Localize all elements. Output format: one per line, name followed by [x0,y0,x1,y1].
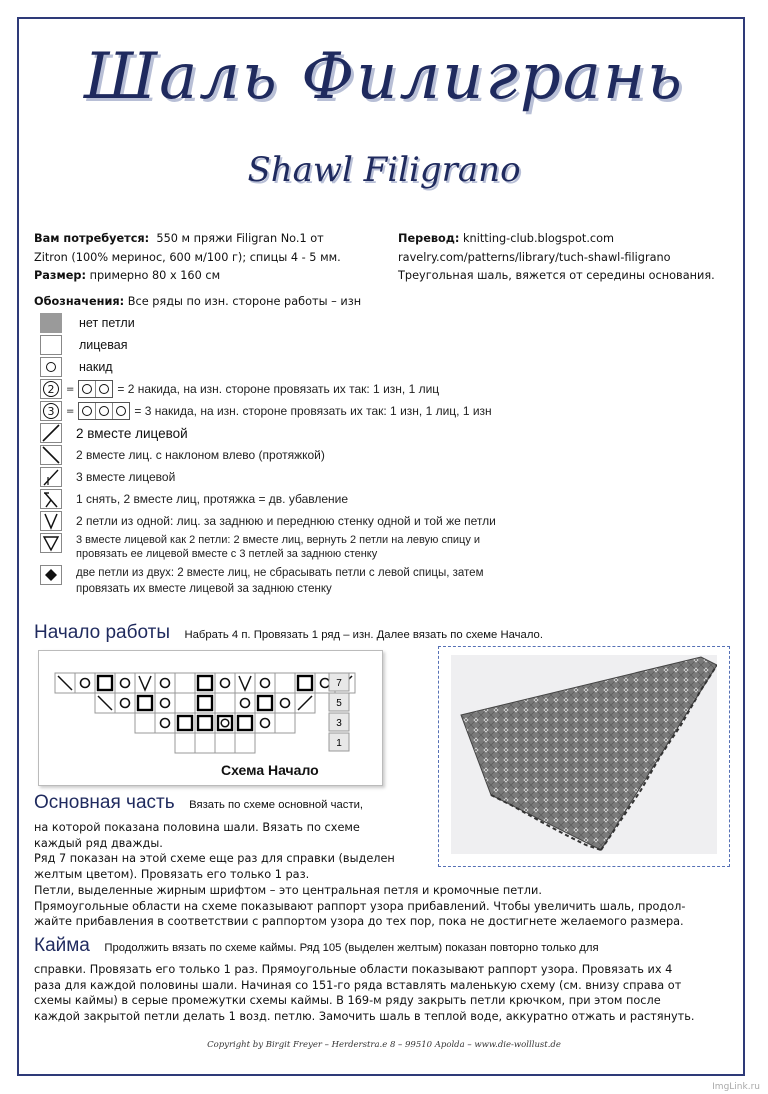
legend-text: = 3 накида, на изн. стороне провязать их так: 1 изн, 1 лиц, 1 изн [134,404,492,418]
legend-item [40,467,600,487]
double-yarn-over-icon: 2 [40,379,62,399]
legend-item [40,489,600,509]
legend-text: 3 вместе лицевой [76,470,176,484]
border-instructions-start: Продолжить вязать по схеме каймы. Ряд 105 (выделен желтым) показан повторно только для [104,942,599,954]
legend-text: две петли из двух: 2 вместе лиц, не сбрасывать петли с левой спицы, затем провязать их вместе лицевой за заднюю стенку [76,567,484,595]
translation-link[interactable]: knitting-club.blogspot.com [463,232,615,245]
shawl-image [451,655,717,854]
legend-text: = 2 накида, на изн. стороне провязать их так: 1 изн, 1 лиц [117,382,440,396]
size-text: примерно 80 х 160 см [89,269,221,282]
border-line: справки. Провязать его только 1 раз. Прямоугольные области показывают раппорт узора. Провязать их 4 [34,963,673,976]
border-section-heading [34,935,599,957]
legend-item [40,313,600,333]
svg-text:3: 3 [336,718,342,729]
shawl-description: Треугольная шаль, вяжется от середины основания. [398,269,715,282]
main-line: жайте прибавления в соответствии с раппортом узора до тех пор, пока не достигнете желаемого размера. [34,915,684,929]
no-stitch-icon [40,313,62,333]
materials-text-2: Zitron (100% меринос, 600 м/100 г); спицы 4 - 5 мм. [34,250,341,264]
page-title: Шаль Филигрань [84,40,684,114]
start-section-heading [34,622,543,644]
svg-text:7: 7 [336,678,342,689]
border-line: каждой закрытой петли делать 1 возд. петлю. Замочить шаль в теплой воде, аккуратно отжать и растянуть. [34,1009,695,1023]
triple-yarn-over-icon: 3 [40,401,62,421]
border-text [34,962,734,1024]
watermark: ImgLink.ru [712,1082,760,1092]
triangle-down-icon [40,533,62,553]
legend-text: накид [79,360,113,374]
translation-label: Перевод: [398,232,460,245]
v-increase-icon [40,511,62,531]
legend-list [40,313,600,599]
size-label: Размер: [34,269,86,282]
page-subtitle: Shawl Filigrano [247,150,521,190]
translation-block [398,230,743,286]
legend-text: 2 вместе лиц. с наклоном влево (протяжкой) [76,448,325,462]
legend-text: 2 петли из одной: лиц. за заднюю и переднюю стенку одной и той же петли [76,514,496,528]
border-title: Кайма [34,935,90,956]
main-line: желтым цветом). Провязать его только 1 раз. [34,867,310,881]
legend-text: лицевая [79,338,128,352]
legend-text: нет петли [79,316,135,330]
legend-heading-text: Все ряды по изн. стороне работы – изн [127,295,362,308]
materials-block [34,230,394,286]
double-decrease-icon [40,489,62,509]
shawl-photo [438,646,730,867]
main-instructions-start: Вязать по схеме основной части, [189,799,364,811]
legend-label: Обозначения: [34,295,125,308]
materials-label: Вам потребуется: [34,232,150,245]
legend-heading [34,295,361,308]
start-instructions: Набрать 4 п. Провязать 1 ряд – изн. Далее вязать по схеме Начало. [184,629,543,641]
legend-item [40,357,600,377]
border-line: схемы каймы) в серые промежутки схемы каймы. В 169-м ряду закрыть петли крючком, при этом после [34,994,661,1008]
legend-item: 2 = = 2 накида, на изн. стороне провязать их так: 1 изн, 1 лиц [40,379,600,399]
start-title: Начало работы [34,622,171,643]
left-slash-icon [40,445,62,465]
legend-text: 3 вместе лицевой как 2 петли: 2 вместе лиц, вернуть 2 петли на левую спицу и провязать ее лицевой вместе с 3 петлей за заднюю стенку [76,534,481,560]
main-line: Прямоугольные области на схеме показывают раппорт узора прибавлений. Чтобы увеличить шаль, продол- [34,899,686,913]
two-circles-icon [78,380,113,398]
right-slash-icon [40,423,62,443]
materials-text: 550 м пряжи Filigran No.1 от [156,232,324,245]
chart-caption: Схема Начало [221,762,319,778]
main-line: каждый ряд дважды. [34,836,163,850]
legend-item [40,445,600,465]
svg-text:5: 5 [336,698,342,709]
three-circles-icon [78,402,130,420]
diamond-icon [40,565,62,585]
legend-item [40,511,600,531]
legend-text: 2 вместе лицевой [76,425,188,441]
knit-stitch-icon [40,335,62,355]
main-text-full [34,883,734,930]
border-line: раза для каждой половины шали. Начиная со 151-го ряда вставлять маленькую схему (см. внизу справа от [34,978,682,992]
legend-item [40,565,600,597]
main-line: Ряд 7 показан на этой схеме еще раз для справки (выделен [34,852,395,866]
ravelry-link[interactable]: ravelry.com/patterns/library/tuch-shawl-filigrano [398,250,671,264]
copyright: Copyright by Birgit Freyer – Herderstra.e 8 – 99510 Apolda – www.die-wolllust.de [207,1040,561,1050]
main-line: Петли, выделенные жирным шрифтом – это центральная петля и кромочные петли. [34,884,542,897]
main-title: Основная часть [34,792,175,813]
row-numbers [329,673,349,751]
yarn-over-icon [40,357,62,377]
legend-item [40,335,600,355]
legend-item [40,423,600,443]
right-slash-three-icon [40,467,62,487]
legend-item: 3 = = 3 накида, на изн. стороне провязать их так: 1 изн, 1 лиц, 1 изн [40,401,600,421]
svg-text:1: 1 [336,738,342,749]
start-chart-grid [39,651,382,761]
legend-item [40,533,600,561]
main-line: на которой показана половина шали. Вязать по схеме [34,821,360,834]
start-chart [38,650,383,786]
main-text-short [34,820,434,882]
main-section-heading [34,792,363,814]
legend-text: 1 снять, 2 вместе лиц, протяжка = дв. убавление [76,492,349,506]
